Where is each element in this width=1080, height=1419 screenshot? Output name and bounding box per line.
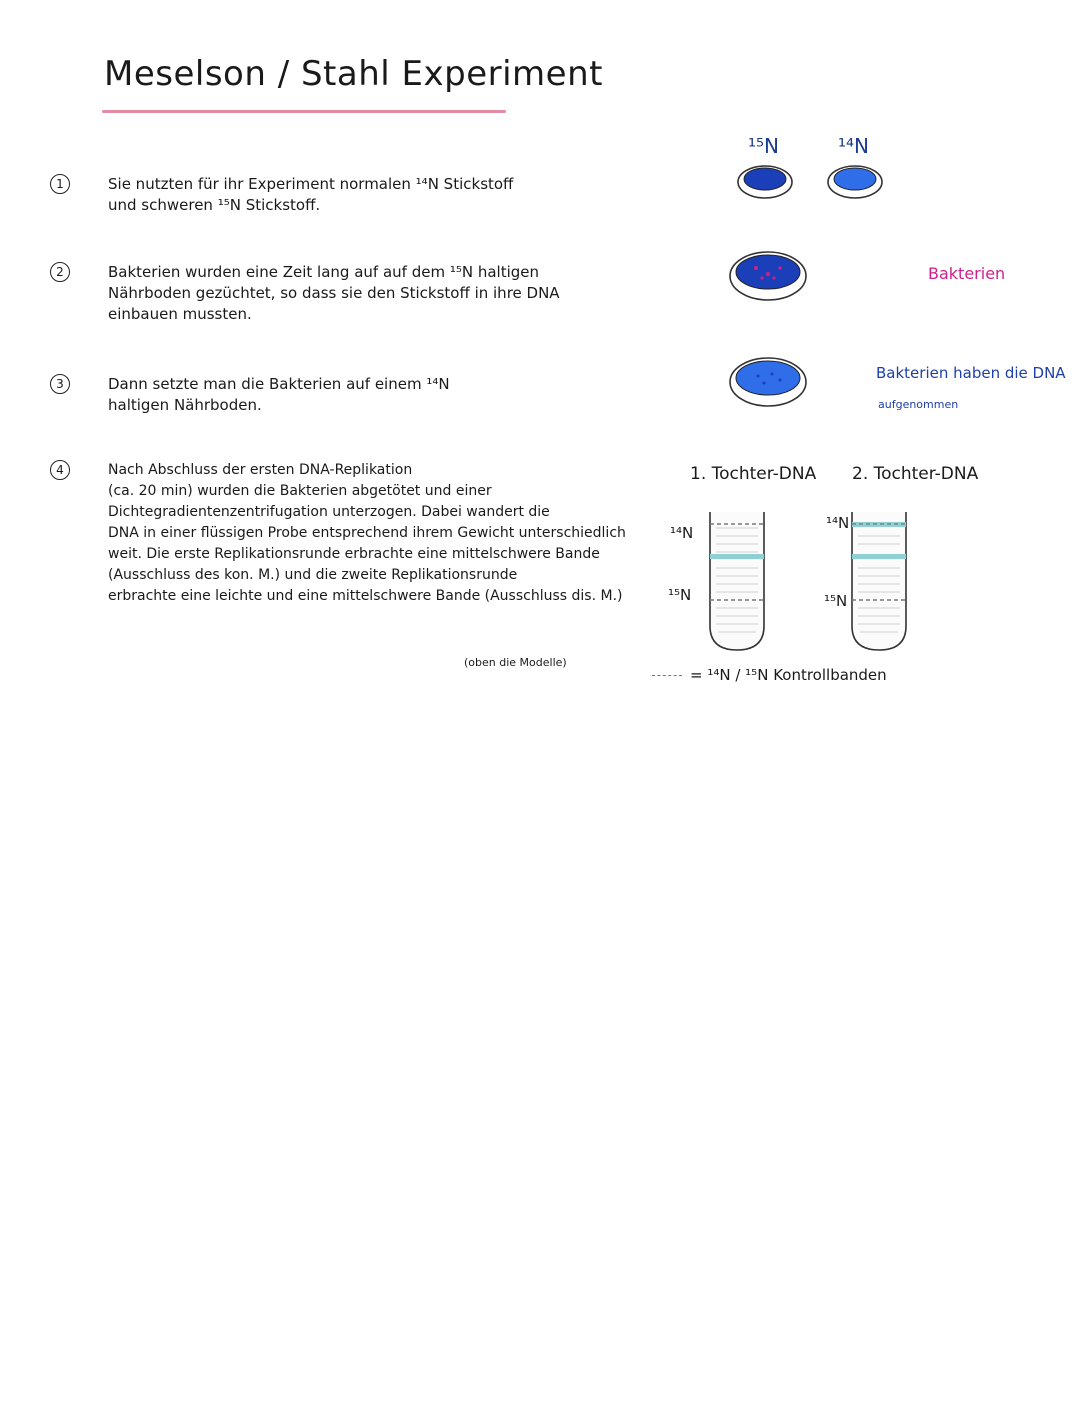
step-text: Sie nutzten für ihr Experiment normalen ¹⁴N Stickstoff und schweren ¹⁵N Stickstoff. (108, 175, 514, 214)
step-number: 3 (50, 374, 70, 394)
centrifuge-tube-1 (704, 508, 770, 656)
bacteria-label: Bakterien (928, 264, 1006, 283)
petri-dish-bacteria-15n (728, 244, 808, 302)
tube-2-title: 2. Tochter-DNA (852, 464, 979, 484)
step-note: (oben die Modelle) (464, 656, 567, 669)
tube1-label-15n: ¹⁵N (668, 586, 692, 604)
petri-dish-14n (826, 160, 884, 200)
tube2-label-15n: ¹⁵N (824, 592, 848, 610)
dna-absorbed-label-line2: aufgenommen (878, 398, 959, 411)
isotope-label-15n: ¹⁵N (748, 134, 779, 158)
dna-absorbed-label: Bakterien haben die DNA (876, 364, 1066, 382)
tube1-label-14n: ¹⁴N (670, 524, 694, 542)
step-number: 4 (50, 460, 70, 480)
tube-1-title: 1. Tochter-DNA (690, 464, 817, 484)
isotope-label-14n: ¹⁴N (838, 134, 869, 158)
petri-dish-15n (736, 160, 794, 200)
title-underline (102, 110, 506, 113)
step-number: 2 (50, 262, 70, 282)
step-text: Nach Abschluss der ersten DNA-Replikation (ca. 20 min) wurden die Bakterien abgetötet und einer Dichtegradientenzentrifugation unterzogen. Dabei wandert die DNA in einer flüssigen Probe entsprechend ihrem Gewicht unterschiedlich weit. Die erste Replikationsrunde erbrachte eine mittelschwere Bande (Ausschluss des kon. M.) und die zweite Replikationsrunde erbrachte eine leichte und eine mittelschwere Bande (Ausschluss dis. M.) (108, 462, 626, 604)
legend-dash-icon (652, 675, 682, 676)
centrifuge-tube-2 (846, 508, 912, 656)
step-number: 1 (50, 174, 70, 194)
legend-text: = ¹⁴N / ¹⁵N Kontrollbanden (690, 666, 887, 684)
step-text: Bakterien wurden eine Zeit lang auf auf dem ¹⁵N haltigen Nährboden gezüchtet, so dass sie den Stickstoff in ihre DNA einbauen mussten. (108, 263, 560, 323)
legend (652, 666, 887, 684)
page-title: Meselson / Stahl Experiment (104, 54, 603, 94)
tube2-label-14n: ¹⁴N (826, 514, 850, 532)
step-text: Dann setzte man die Bakterien auf einem ¹⁴N haltigen Nährboden. (108, 375, 450, 414)
petri-dish-14n-transfer (728, 350, 808, 408)
